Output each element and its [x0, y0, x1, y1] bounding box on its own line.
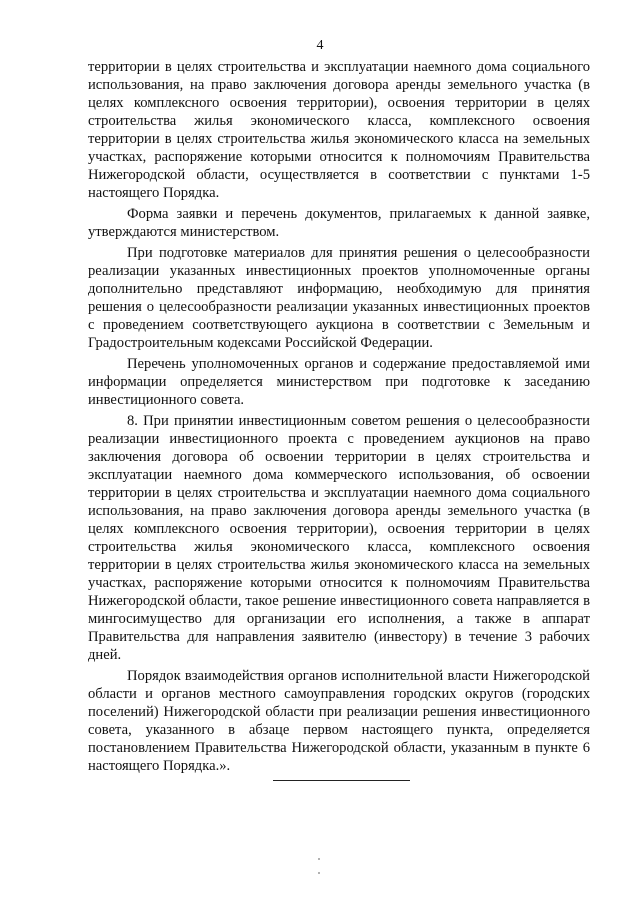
paragraph-item-8: 8. При принятии инвестиционным советом решения о целесообразности реализации инвестиционного проекта с проведением аукционов на право заключения договора об освоении территории в целях строительства и эксплуатации наемного дома коммерческого использования, об освоении территории в целях строительства и эксплуатации наемного дома социального использования, на право заключения договора аренды земельного участка (в целях комплексного освоения территории), освоения территории в целях строительства жилья экономического класса, комплексного освоения территории в целях строительства жилья экономического класса на земельных участках, распоряжение которыми относится к полномочиям Правительства Нижегородской области, такое решение инвестиционного совета направляется в мингосимущество для организации его исполнения, а также в аппарат Правительства для направления заявителю (инвестору) в течение 3 рабочих дней.	[88, 413, 590, 663]
paragraph-application-form: Форма заявки и перечень документов, прилагаемых к данной заявке, утверждаются министерством.	[88, 206, 590, 240]
scan-artifact	[318, 858, 320, 860]
page-number: 4	[316, 38, 324, 53]
scan-artifact	[318, 872, 320, 874]
paragraph-interaction-procedure: Порядок взаимодействия органов исполнительной власти Нижегородской области и органов местного самоуправления городских округов (городских поселений) Нижегородской области при реализации решения инвестиционного совета, указанного в абзаце первом настоящего пункта, определяется постановлением Правительства Нижегородской области, указанным в пункте 6 настоящего Порядка.».	[88, 668, 590, 774]
paragraph-authorized-bodies: Перечень уполномоченных органов и содержание предоставляемой ими информации определяется министерством при подготовке к заседанию инвестиционного совета.	[88, 356, 590, 408]
paragraph-materials-preparation: При подготовке материалов для принятия решения о целесообразности реализации указанных инвестиционных проектов уполномоченные органы дополнительно представляют информацию, необходимую для принятия решения о целесообразности реализации указанных инвестиционных проектов с проведением соответствующего аукциона в соответствии с Земельным и Градостроительным кодексами Российской Федерации.	[88, 245, 590, 351]
closing-rule	[273, 780, 410, 781]
paragraph-continuation: территории в целях строительства и эксплуатации наемного дома социального использования, на право заключения договора аренды земельного участка (в целях комплексного освоения территории), освоения территории в целях строительства жилья экономического класса, комплексного освоения территории в целях строительства жилья экономического класса на земельных участках, распоряжение которыми относится к полномочиям Правительства Нижегородской области, осуществляется в соответствии с пунктами 1-5 настоящего Порядка.	[88, 59, 590, 201]
document-body	[88, 58, 590, 778]
